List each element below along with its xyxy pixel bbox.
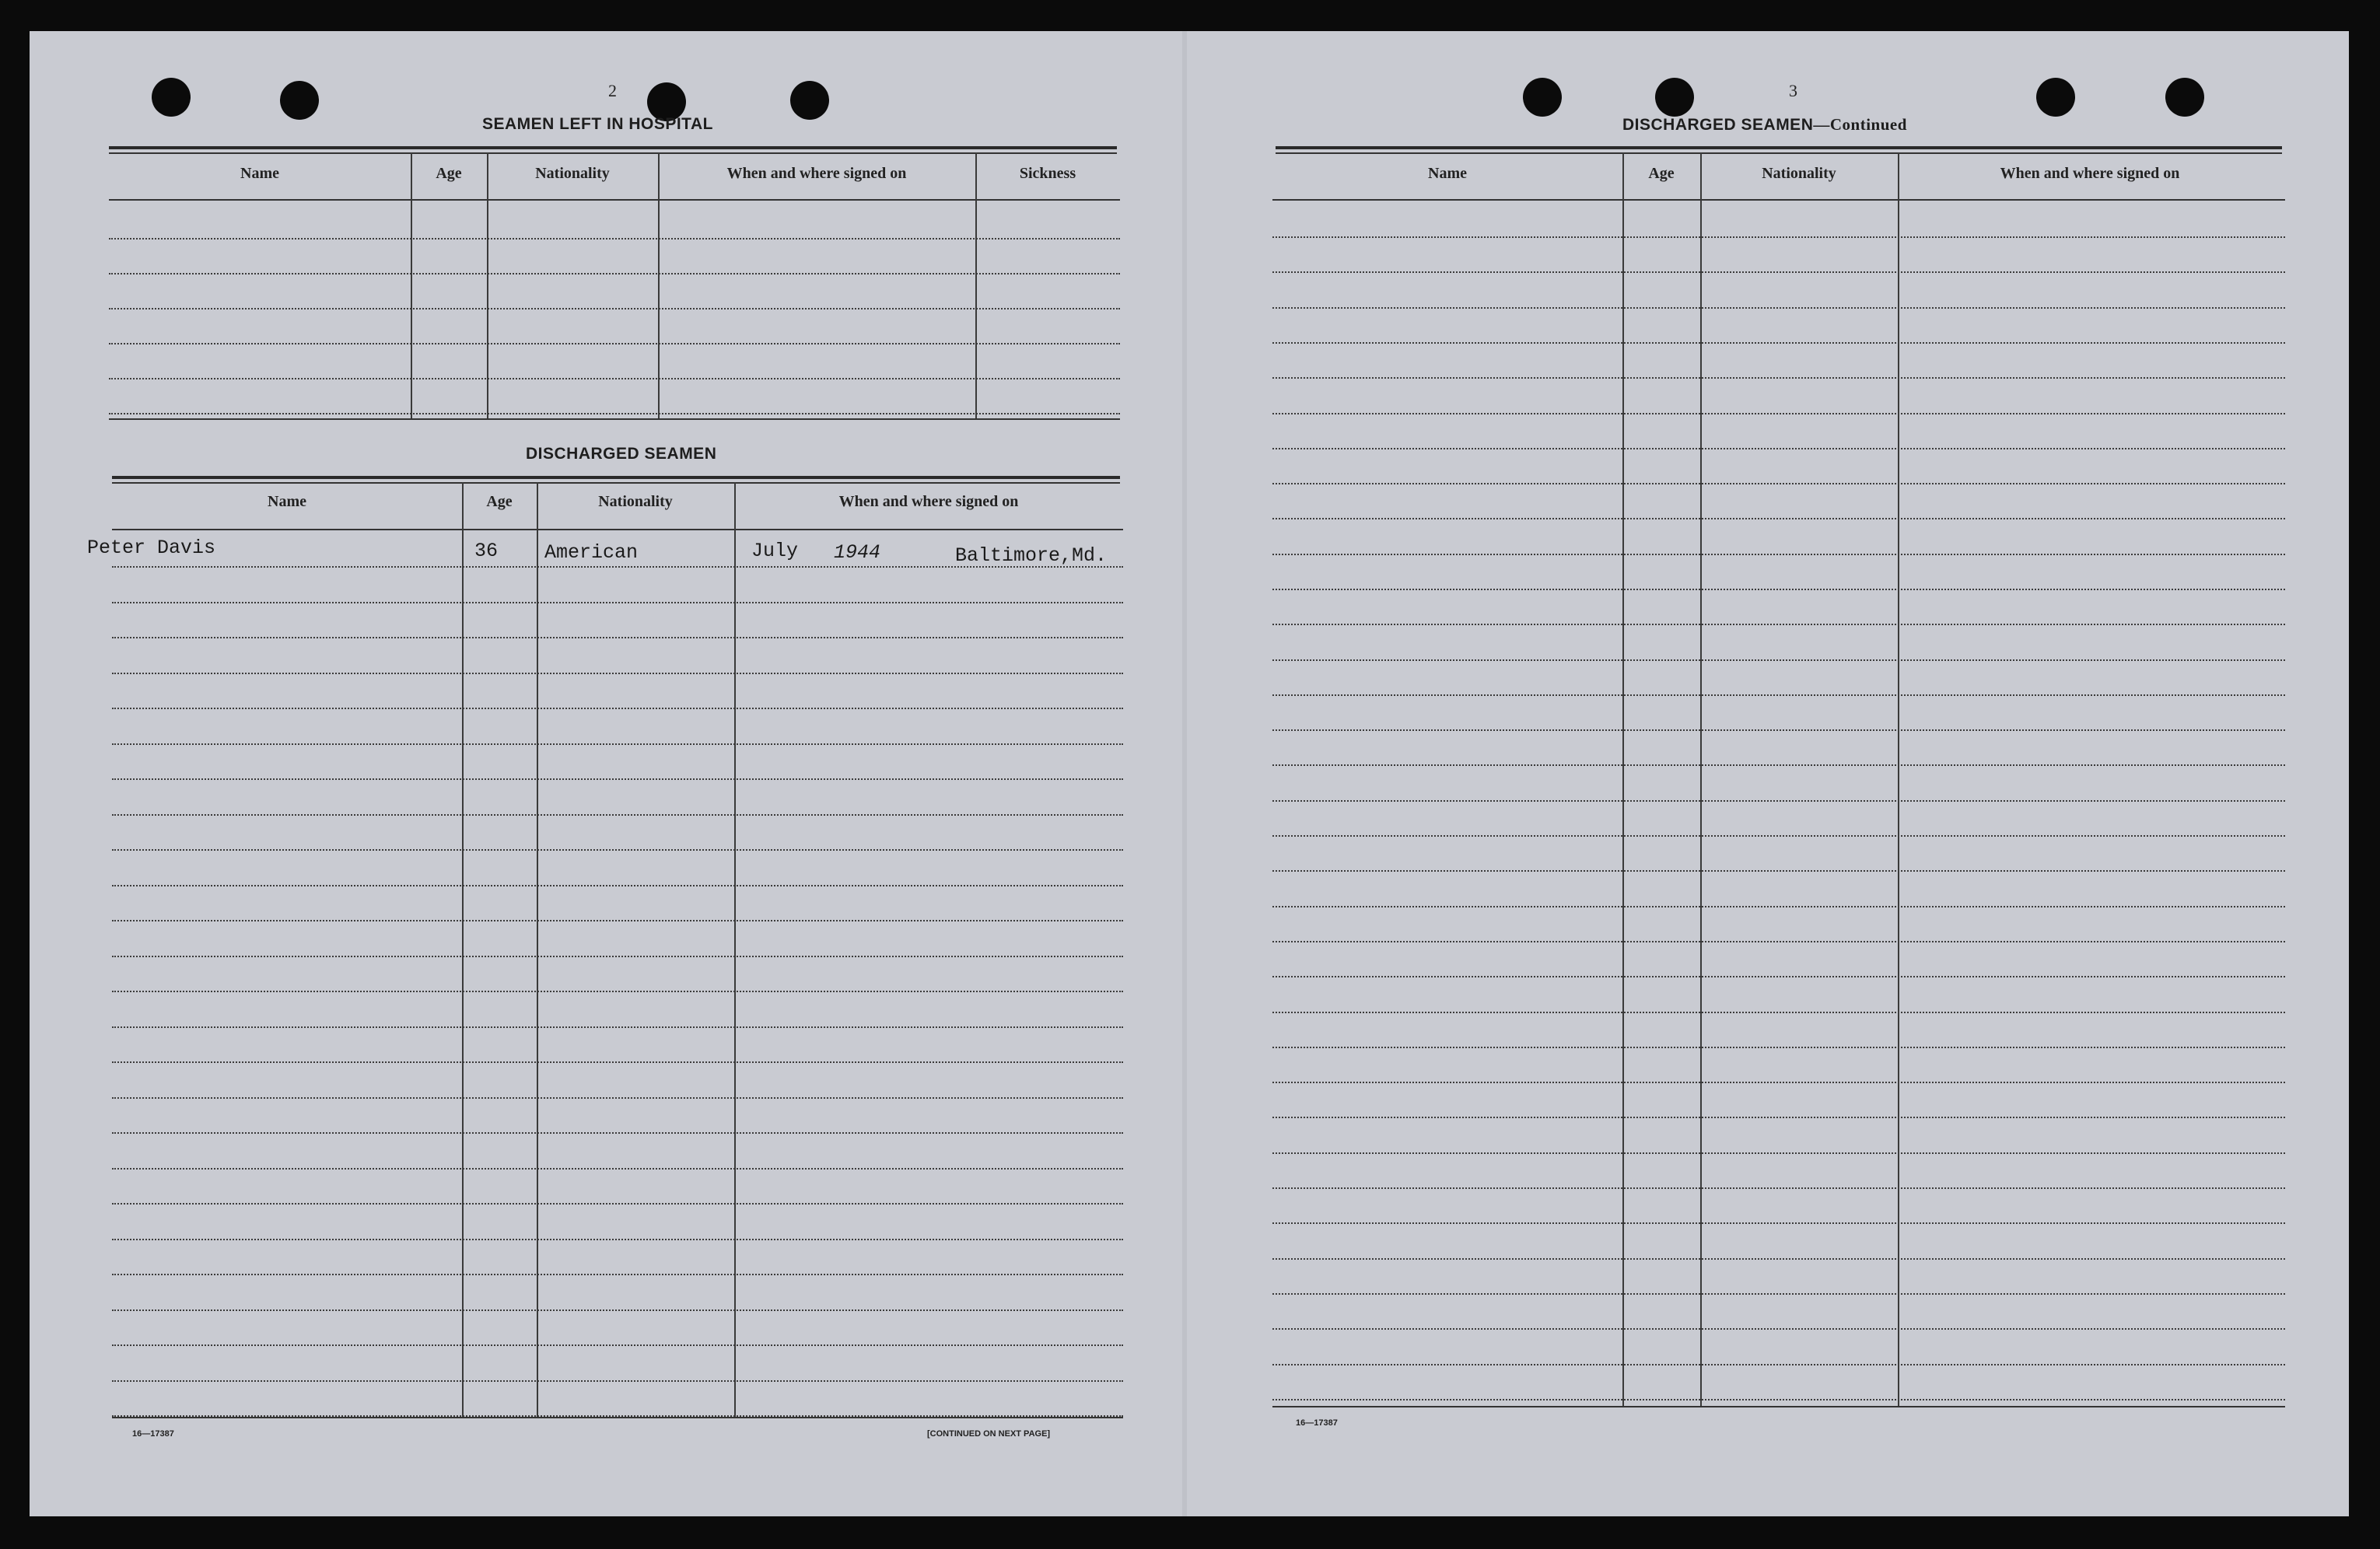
signed-on-month: July bbox=[751, 540, 799, 562]
right-table-top-rule bbox=[1276, 152, 2282, 154]
right-row-rule bbox=[1272, 1328, 2285, 1330]
hospital-section-title: SEAMEN LEFT IN HOSPITAL bbox=[482, 115, 713, 133]
discharged-row-rule bbox=[112, 814, 1123, 816]
right-row-rule bbox=[1272, 729, 2285, 731]
discharged-continued-title-suffix: —Continued bbox=[1813, 115, 1907, 134]
discharged-row-rule bbox=[112, 1061, 1123, 1063]
hospital-row-rule bbox=[109, 343, 1120, 344]
right-row-rule bbox=[1272, 624, 2285, 625]
discharged-row-rule bbox=[112, 602, 1123, 603]
page-number-right: 3 bbox=[1789, 81, 1797, 100]
discharged-row-rule bbox=[112, 1274, 1123, 1275]
hospital-col-signed-on: When and where signed on bbox=[726, 165, 907, 182]
discharged-col-divider bbox=[734, 482, 736, 1417]
right-row-rule bbox=[1272, 307, 2285, 309]
right-row-rule bbox=[1272, 1152, 2285, 1154]
right-row-rule bbox=[1272, 800, 2285, 802]
continued-note: [CONTINUED ON NEXT PAGE] bbox=[927, 1429, 1051, 1439]
discharged-table-top-rule bbox=[112, 476, 1120, 479]
right-row-rule bbox=[1272, 413, 2285, 414]
punch-hole bbox=[1655, 78, 1694, 117]
form-number-left: 16—17387 bbox=[132, 1429, 174, 1439]
discharged-row-rule bbox=[112, 778, 1123, 780]
punch-hole bbox=[280, 81, 319, 120]
hospital-table-bottom-rule bbox=[109, 418, 1120, 420]
right-row-rule bbox=[1272, 906, 2285, 907]
hospital-col-divider bbox=[658, 152, 660, 418]
discharged-header-rule bbox=[112, 529, 1123, 530]
discharged-col-nationality: Nationality bbox=[598, 493, 673, 510]
right-col-divider bbox=[1700, 152, 1702, 1406]
discharged-row-rule bbox=[112, 1344, 1123, 1346]
discharged-row-rule bbox=[112, 956, 1123, 957]
discharged-row-rule bbox=[112, 637, 1123, 638]
right-row-rule bbox=[1272, 236, 2285, 238]
punch-hole bbox=[2036, 78, 2075, 117]
discharged-row-rule bbox=[112, 708, 1123, 709]
discharged-col-divider bbox=[462, 482, 464, 1417]
right-row-rule bbox=[1272, 589, 2285, 590]
right-row-rule bbox=[1272, 870, 2285, 872]
discharged-row-rule bbox=[112, 1203, 1123, 1205]
hospital-col-age: Age bbox=[436, 165, 462, 182]
right-header-rule bbox=[1272, 199, 2285, 201]
hospital-col-nationality: Nationality bbox=[535, 165, 610, 182]
right-row-rule bbox=[1272, 1293, 2285, 1295]
right-row-rule bbox=[1272, 1222, 2285, 1224]
right-row-rule bbox=[1272, 1258, 2285, 1260]
discharged-col-age: Age bbox=[486, 493, 513, 510]
hospital-col-name: Name bbox=[240, 165, 279, 182]
right-row-rule bbox=[1272, 1082, 2285, 1083]
hospital-row-rule bbox=[109, 378, 1120, 379]
discharged-col-signed-on: When and where signed on bbox=[838, 493, 1019, 510]
hospital-col-divider bbox=[487, 152, 488, 418]
punch-hole bbox=[2165, 78, 2204, 117]
discharged-row-rule bbox=[112, 566, 1123, 568]
discharged-row-rule bbox=[112, 1097, 1123, 1099]
hospital-row-rule bbox=[109, 413, 1120, 414]
discharged-row-rule bbox=[112, 920, 1123, 921]
right-row-rule bbox=[1272, 764, 2285, 766]
right-row-rule bbox=[1272, 518, 2285, 519]
right-col-divider bbox=[1898, 152, 1899, 1406]
discharged-row-rule bbox=[112, 1132, 1123, 1134]
discharged-section-title: DISCHARGED SEAMEN bbox=[526, 445, 717, 463]
right-col-name: Name bbox=[1428, 165, 1467, 182]
hospital-col-sickness: Sickness bbox=[1019, 165, 1076, 182]
right-row-rule bbox=[1272, 976, 2285, 977]
punch-hole bbox=[152, 78, 191, 117]
hospital-row-rule bbox=[109, 238, 1120, 240]
discharged-table-bottom-rule bbox=[112, 1417, 1123, 1418]
right-col-signed-on: When and where signed on bbox=[2000, 165, 2180, 182]
right-row-rule bbox=[1272, 448, 2285, 449]
right-row-rule bbox=[1272, 1012, 2285, 1013]
right-row-rule bbox=[1272, 1364, 2285, 1365]
right-row-rule bbox=[1272, 941, 2285, 942]
seaman-name: Peter Davis bbox=[87, 537, 216, 559]
right-row-rule bbox=[1272, 483, 2285, 484]
right-table-bottom-rule bbox=[1272, 1406, 2285, 1407]
right-row-rule bbox=[1272, 835, 2285, 837]
seaman-age: 36 bbox=[474, 540, 499, 562]
right-table-top-rule bbox=[1276, 146, 2282, 149]
discharged-row-rule bbox=[112, 885, 1123, 886]
discharged-continued-title-main: DISCHARGED SEAMEN bbox=[1622, 116, 1814, 134]
right-col-nationality: Nationality bbox=[1762, 165, 1836, 182]
hospital-table-top-rule bbox=[109, 152, 1117, 154]
right-row-rule bbox=[1272, 694, 2285, 696]
discharged-row-rule bbox=[112, 849, 1123, 851]
discharged-continued-title bbox=[1622, 115, 1907, 135]
right-col-age: Age bbox=[1648, 165, 1675, 182]
discharged-row-rule bbox=[112, 1309, 1123, 1311]
right-row-rule bbox=[1272, 377, 2285, 379]
hospital-row-rule bbox=[109, 273, 1120, 274]
right-row-rule bbox=[1272, 554, 2285, 555]
discharged-col-divider bbox=[537, 482, 538, 1417]
hospital-row-rule bbox=[109, 308, 1120, 309]
hospital-col-divider bbox=[411, 152, 412, 418]
discharged-row-rule bbox=[112, 1168, 1123, 1170]
discharged-row-rule bbox=[112, 1380, 1123, 1382]
form-number-right: 16—17387 bbox=[1296, 1418, 1338, 1428]
discharged-row-rule bbox=[112, 991, 1123, 992]
punch-hole bbox=[1523, 78, 1562, 117]
hospital-col-divider bbox=[975, 152, 977, 418]
right-row-rule bbox=[1272, 1047, 2285, 1048]
right-row-rule bbox=[1272, 1399, 2285, 1400]
discharged-row-rule bbox=[112, 1239, 1123, 1240]
discharged-table-top-rule bbox=[112, 482, 1120, 484]
hospital-table-top-rule bbox=[109, 146, 1117, 149]
discharged-row-rule bbox=[112, 743, 1123, 745]
right-row-rule bbox=[1272, 659, 2285, 661]
discharged-col-name: Name bbox=[268, 493, 306, 510]
signed-on-place: Baltimore,Md. bbox=[955, 544, 1108, 567]
punch-hole bbox=[790, 81, 829, 120]
page-number-left: 2 bbox=[608, 81, 617, 100]
right-row-rule bbox=[1272, 342, 2285, 344]
right-col-divider bbox=[1622, 152, 1624, 1406]
discharged-row-rule bbox=[112, 673, 1123, 674]
hospital-header-rule bbox=[109, 199, 1120, 201]
discharged-row-rule bbox=[112, 1026, 1123, 1028]
signed-on-year: 1944 bbox=[834, 541, 881, 564]
right-row-rule bbox=[1272, 1117, 2285, 1118]
seaman-nationality: American bbox=[544, 541, 639, 564]
right-row-rule bbox=[1272, 271, 2285, 273]
right-row-rule bbox=[1272, 1187, 2285, 1189]
page-fold bbox=[1182, 31, 1187, 1516]
